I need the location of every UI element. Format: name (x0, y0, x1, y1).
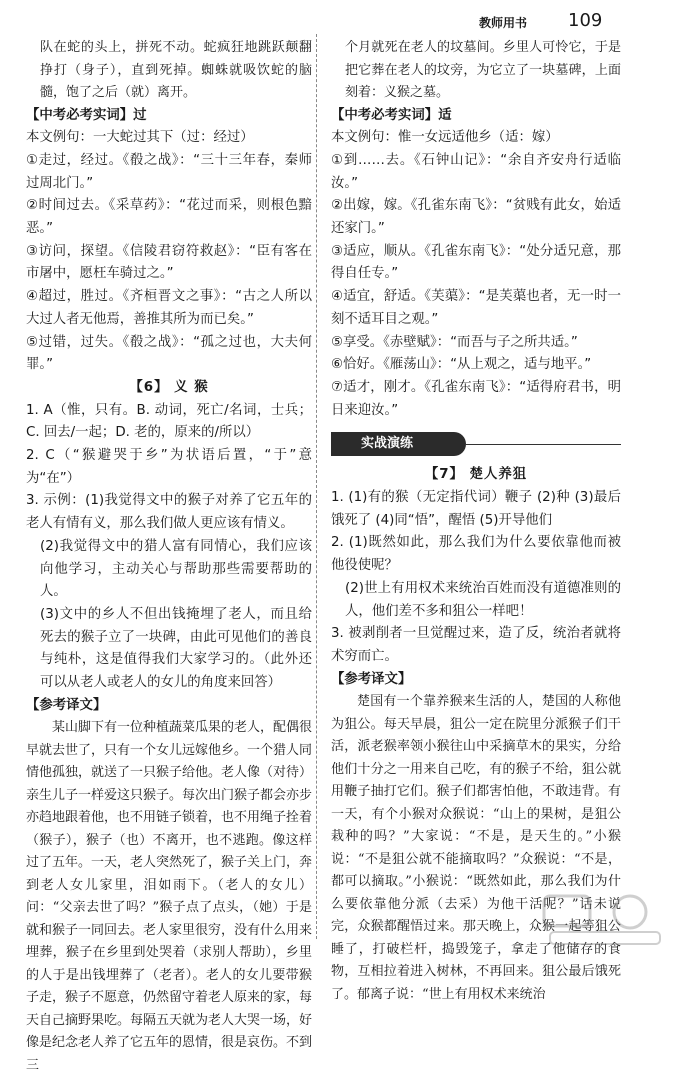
header-label: 教师用书 (479, 16, 528, 30)
kaodian-heading: 【中考必考实词】过 (26, 107, 147, 123)
right-column (331, 37, 621, 1006)
continued-translation: 队在蛇的头上，拼死不动。蛇疯狂地跳跃颠翻挣打（身子），直到死掉。蜘蛛就吸饮蛇的脑髓，饱了之后（就）离开。 (40, 40, 312, 100)
kaodian-item: ①到……去。《石钟山记》：“余自齐安舟行适临汝。” (331, 152, 621, 191)
translation-text: 楚国有一个靠养猴来生活的人，楚国的人称他为狙公。每天早晨，狙公一定在院里分派猴子们干活，派老猴率领小猴往山中采摘草木的果实，分给他们十分之一用来自己吃，有的猴子不给，狙公就用鞭子抽打它们。猴子们都害怕他，不敢违背。有一天，有个小猴对众猴说：“山上的果树，是狙公栽种的吗？”大家说：“不是，是天生的。”小猴说：“不是狙公就不能摘取吗？”众猴说：“不是，都可以摘取。”小猴说：“既然如此，那么我们为什么要依靠他分派（去采）为他干活呢？”话未说完，众猴都醒悟过来。那天晚上，众猴一起等狙公睡了，打破栏杆，捣毁笼子，拿走了他储存的食物，互相拉着进入树林，不再回来。狙公最后饿死了。郁离子说：“世上有用权术来统治 (331, 694, 621, 1002)
translation-heading: 【参考译文】 (26, 697, 107, 713)
kaodian-item: ③适应，顺从。《孔雀东南飞》：“处分适兄意，那得自任专。” (331, 243, 621, 282)
answer-item: 2. C（“猴避哭于乡”为状语后置，“于”意为“在”） (26, 448, 312, 486)
kaodian-item: ②出嫁，嫁。《孔雀东南飞》：“贫贱有此女，始适还家门。” (331, 198, 621, 237)
practice-banner-label: 实战演练 (331, 432, 466, 456)
practice-banner (331, 430, 621, 460)
kaodian-item: ①走过，经过。《殽之战》：“三十三年春，秦师过周北门。” (26, 152, 312, 191)
answer-item: 3. 示例：(1)我觉得文中的猴子对养了它五年的老人有情有义，那么我们做人更应该有情义。 (26, 493, 312, 532)
translation-heading: 【参考译文】 (331, 671, 412, 687)
answer-item: (3)文中的乡人不但出钱掩埋了老人，而且给死去的猴子立了一块碑，由此可见他们的善良与纯朴，这是值得我们大家学习的。（此外还可以从老人或老人的女儿的角度来回答） (40, 606, 312, 691)
banner-rule (466, 444, 621, 445)
kaodian-heading: 【中考必考实词】适 (331, 107, 452, 123)
kaodian-example: 本文例句：惟一女远适他乡（适：嫁） (331, 130, 559, 146)
kaodian-item: ⑦适才，刚才。《孔雀东南飞》：“适得府君书，明日来迎汝。” (331, 379, 621, 418)
kaodian-example: 本文例句：一大蛇过其下（过：经过） (26, 130, 254, 146)
section-title: 【6】 义 猴 (129, 379, 209, 395)
kaodian-item: ④适宜，舒适。《芙蕖》：“是芙蕖也者，无一时一刻不适耳目之观。” (331, 289, 621, 327)
answer-item: 2. (1)既然如此，那么我们为什么要依靠他而被他役使呢？ (331, 535, 621, 574)
left-column (26, 37, 312, 1077)
kaodian-item: ⑥恰好。《雁荡山》：“从上观之，适与地平。” (331, 357, 592, 373)
kaodian-item: ②时间过去。《采草药》：“花过而采，则根色黯恶。” (26, 198, 312, 237)
section-title: 【7】 楚人养狙 (424, 467, 528, 483)
kaodian-item: ④超过，胜过。《齐桓晋文之事》：“古之人所以大过人者无他焉，善推其所为而已矣。” (26, 289, 312, 327)
translation-text: 某山脚下有一位种植蔬菜瓜果的老人，配偶很早就去世了，只有一个女儿远嫁他乡。一个猎人同情他孤独，就送了一只猴子给他。老人像（对待）亲生儿子一样爱这只猴子。每次出门猴子都会亦步亦趋地跟着他，也不用链子锁着，也不用绳子拴着（猴子），猴子（也）不离开，也不逃跑。像这样过了五年。一天，老人突然死了，猴子关上门，奔到老人女儿家里，泪如雨下。（老人的女儿）问：“父亲去世了吗？”猴子点了点头，（她）于是就和猴子一同回去。老人家里很穷，没有什么用来埋葬，猴子在乡里到处哭着（求别人帮助），乡里的人于是出钱埋葬了（老者）。老人的女儿要带猴子走，猴子不愿意，仍然留守着老人原来的家，每天自己摘野果吃。每隔五天就为老人大哭一场，好像是纪念老人养了它五年的恩情，很是哀伤。不到三 (26, 720, 313, 1073)
kaodian-item: ③访问，探望。《信陵君窃符救赵》：“臣有客在市屠中，愿枉车骑过之。” (26, 243, 312, 282)
continued-translation: 个月就死在老人的坟墓间。乡里人可怜它，于是把它葬在老人的坟旁，为它立了一块墓碑，上面刻着：义猴之墓。 (345, 40, 621, 100)
column-divider (316, 34, 318, 939)
answer-item: (2)我觉得文中的猎人富有同情心，我们应该向他学习，主动关心与帮助那些需要帮助的人。 (40, 538, 312, 600)
kaodian-item: ⑤享受。《赤壁赋》：“而吾与子之所共适。” (331, 334, 578, 350)
answer-item: (2)世上有用权术来统治百姓而没有道德准则的人，他们差不多和狙公一样吧！ (345, 580, 621, 619)
answer-item: 1. A（惟，只有。B. 动词，死亡/名词，士兵；C. 回去/一起；D. 老的，原来的/所以） (26, 402, 312, 441)
page-number: 109 (568, 10, 603, 31)
kaodian-item: ⑤过错，过失。《殽之战》：“孤之过也，大夫何罪。” (26, 334, 312, 373)
answer-item: 1. (1)有的猴（无定指代词）鞭子 (2)种 (3)最后饿死了 (4)同“悟”，醒悟 (5)开导他们 (331, 490, 621, 528)
answer-item: 3. 被剥削者一旦觉醒过来，造了反，统治者就将术穷而亡。 (331, 626, 621, 664)
